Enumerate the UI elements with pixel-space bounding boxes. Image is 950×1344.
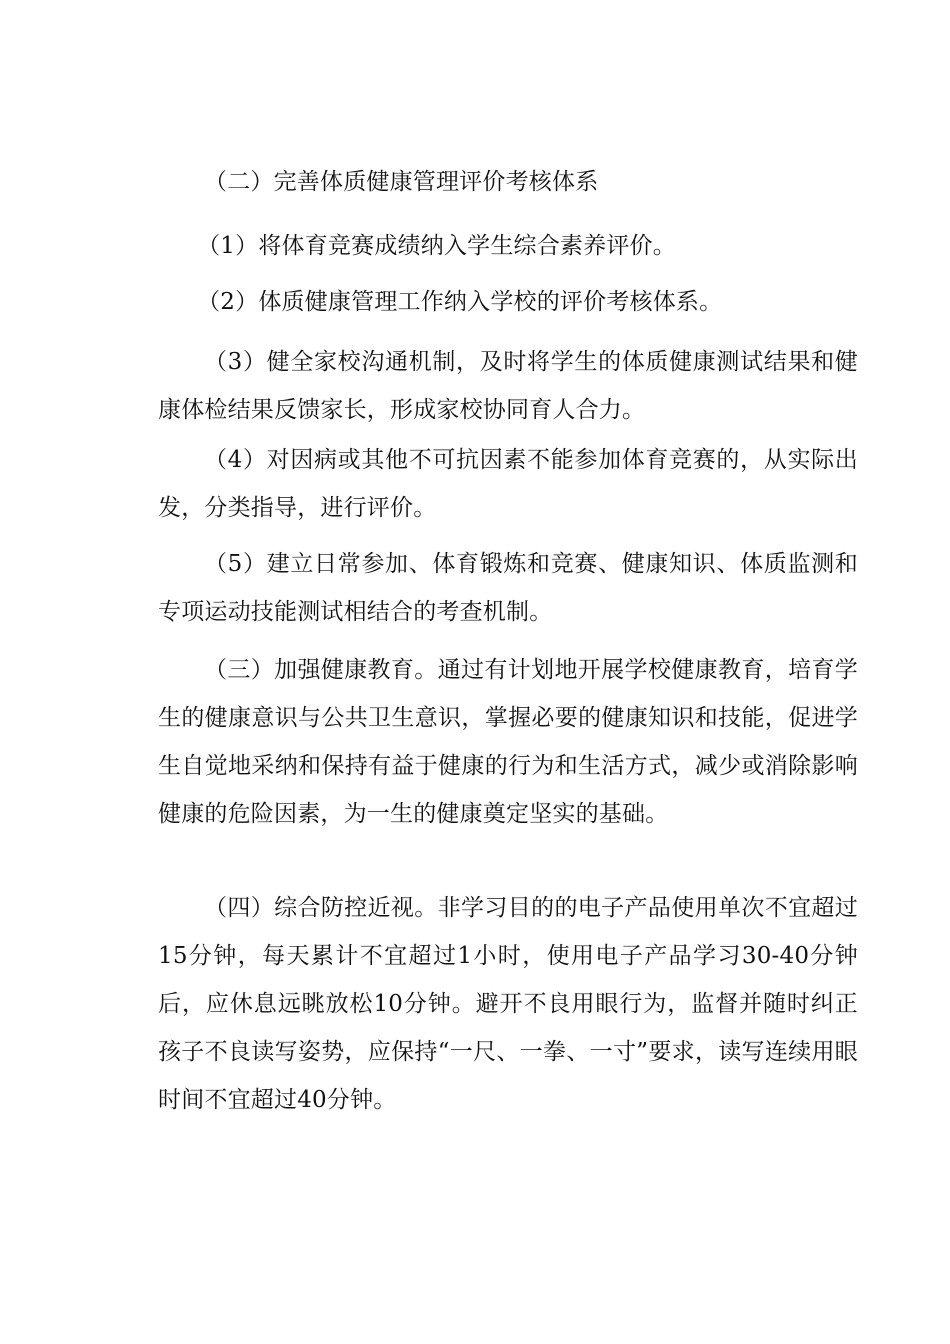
list-item-4: （4）对因病或其他不可抗因素不能参加体育竞赛的，从实际出发，分类指导，进行评价。 bbox=[158, 447, 858, 521]
section-3-paragraph: （三）加强健康教育。通过有计划地开展学校健康教育，培育学生的健康意识与公共卫生意识，掌握必要的健康知识和技能，促进学生自觉地采纳和保持有益于健康的行为和生活方式，减少或消除影响健康的危险因素，为一生的健康奠定坚实的基础。 bbox=[158, 657, 858, 827]
section-heading-2: （二）完善体质健康管理评价考核体系 bbox=[204, 169, 599, 195]
list-item-2: （2）体质健康管理工作纳入学校的评价考核体系。 bbox=[197, 289, 723, 315]
list-item-3: （3）健全家校沟通机制，及时将学生的体质健康测试结果和健康体检结果反馈家长，形成家校协同育人合力。 bbox=[158, 349, 858, 423]
list-item-1: （1）将体育竞赛成绩纳入学生综合素养评价。 bbox=[197, 233, 676, 259]
list-item-5: （5）建立日常参加、体育锻炼和竞赛、健康知识、体质监测和专项运动技能测试相结合的考查机制。 bbox=[158, 551, 858, 625]
section-4-paragraph: （四）综合防控近视。非学习目的的电子产品使用单次不宜超过15分钟，每天累计不宜超过1小时，使用电子产品学习30-40分钟后，应休息远眺放松10分钟。避开不良用眼行为，监督并随时纠正孩子不良读写姿势，应保持“一尺、一拳、一寸”要求，读写连续用眼时间不宜超过40分钟。 bbox=[158, 895, 858, 1113]
